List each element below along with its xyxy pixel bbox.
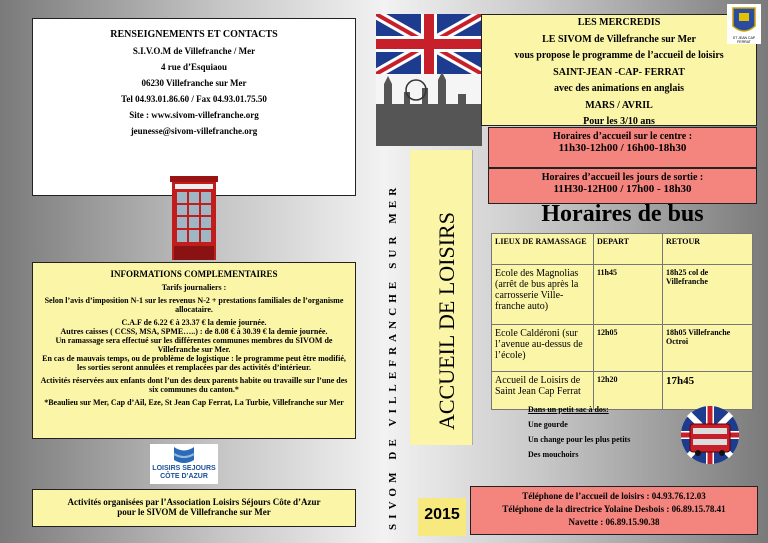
contact-org: S.I.V.O.M de Villefranche / Mer [132,46,256,56]
organizer-box [32,489,356,527]
info-avis: Selon l’avis d’imposition N-1 sur les revenus N-2 + prestations familiales de l’organisme allocataire. [44,296,344,314]
saint-jean-crest-icon [727,4,761,44]
info-caf: C.A.F de 6.22 € à 23.37 € la demie journée. [121,318,267,327]
info-autres: Autres caisses ( CCSS, MSA, SPME…..) : de 8.08 € à 30.39 € la demie journée. [60,327,328,336]
info-tarifs: Tarifs journaliers : [161,283,227,292]
col-header-retour: RETOUR [663,234,753,265]
header-line6: MARS / AVRIL [585,99,653,111]
row-retour: 17h45 [663,372,753,410]
info-ramassage: Un ramassage sera effectué sur les différentes communes membres du SIVOM de Villefranche sur Mer. [55,336,333,354]
row-retour: 18h05 Villefranche Octroi [663,325,753,372]
info-box [32,262,356,439]
bag-list [528,405,668,465]
header-line5: avec des animations en anglais [553,83,684,94]
contact-box [32,18,356,196]
info-title: INFORMATIONS COMPLEMENTAIRES [110,269,278,279]
header-line3: vous propose le programme de l’accueil de loisirs [514,50,724,61]
row-depart: 11h45 [594,265,663,325]
info-communes: *Beaulieu sur Mer, Cap d’Ail, Eze, St Jean Cap Ferrat, La Turbie, Villefranche sur Mer [44,398,344,407]
contact-address: 4 rue d’Esquiaou [160,62,228,72]
contact-title: RENSEIGNEMENTS ET CONTACTS [110,29,278,40]
centre-hours-title: Horaires d’accueil sur le centre : [552,131,693,142]
logo-line2: CÔTE D’AZUR [160,473,208,480]
org-line1: Activités organisées par l’Association Loisirs Séjours Côte d’Azur [67,497,321,507]
bag-item: Un change pour les plus petits [528,435,631,444]
tel-directrice: Téléphone de la directrice Yolaine Desbois : 06.89.15.78.41 [502,504,726,514]
org-line2: pour le SIVOM de Villefranche sur Mer [117,507,271,517]
accueil-vertical-text: ACCUEIL DE LOISIRS [434,212,459,430]
table-header-row [492,234,753,265]
loisirs-sejours-logo [150,444,218,484]
london-bus-icon [680,402,740,468]
sivom-vertical-banner [375,165,405,535]
contact-city: 06230 Villefranche sur Mer [141,78,247,88]
table-row [492,325,753,372]
col-header-depart: DEPART [594,234,663,265]
row-depart: 12h05 [594,325,663,372]
bag-item: Des mouchoirs [528,450,579,459]
row-place: Ecole des Magnolias (arrêt de bus après la carrosserie Ville-franche auto) [492,265,594,325]
bus-schedule-title: Horaires de bus [541,201,704,227]
telephone-box [470,486,758,535]
year-text: 2015 [424,506,460,523]
contact-email: jeunesse@sivom-villefranche.org [130,126,258,136]
header-line2: LE SIVOM de Villefranche sur Mer [542,33,696,45]
crest-caption: ST JEAN CAP FERRAT [732,36,756,44]
program-header-box [481,14,757,126]
tel-navette: Navette : 06.89.15.90.38 [568,517,660,527]
accueil-banner [410,150,473,445]
bus-schedule-table [491,233,753,410]
header-line7: Pour les 3/10 ans [583,116,655,127]
centre-hours-box [488,127,757,168]
table-row [492,265,753,325]
sortie-hours-box [488,168,757,204]
row-place: Accueil de Loisirs de Saint Jean Cap Ferrat [492,372,594,410]
year-badge [418,498,466,536]
centre-hours-value: 11h30-12h00 / 16h00-18h30 [558,142,687,154]
header-line4: SAINT-JEAN -CAP- FERRAT [553,66,685,78]
bag-item: Une gourde [528,420,568,429]
telephone-box-icon [170,176,218,261]
contact-site: Site : www.sivom-villefranche.org [129,110,259,120]
sortie-hours-value: 11H30-12H00 / 17h00 - 18h30 [553,183,692,195]
logo-line1: LOISIRS SEJOURS [152,465,216,472]
tel-accueil: Téléphone de l’accueil de loisirs : 04.93.76.12.03 [522,491,706,501]
col-header-place: LIEUX DE RAMASSAGE [492,234,594,265]
info-mauvais-temps: En cas de mauvais temps, ou de problème de logistique : le programme peut être modifié, les sorties seront annulées et remplacées par des activités d’intérieur. [42,354,346,372]
contact-tel: Tel 04.93.01.86.60 / Fax 04.93.01.75.50 [121,94,267,104]
row-depart: 12h20 [594,372,663,410]
london-skyline-image [376,14,482,146]
sortie-hours-title: Horaires d’accueil les jours de sortie : [541,172,704,183]
row-retour: 18h25 col de Villefranche [663,265,753,325]
header-line1: LES MERCREDIS [577,17,661,28]
sivom-vertical-text: SIVOM DE VILLEFRANCHE SUR MER [387,182,399,530]
row-place: Ecole Caldéroni (sur l’avenue au-dessus de l’école) [492,325,594,372]
info-reserve: Activités réservées aux enfants dont l’un des deux parents habite ou travaille sur l’une des six communes du canton.* [40,376,348,394]
bag-title: Dans un petit sac à dos: [528,405,609,414]
